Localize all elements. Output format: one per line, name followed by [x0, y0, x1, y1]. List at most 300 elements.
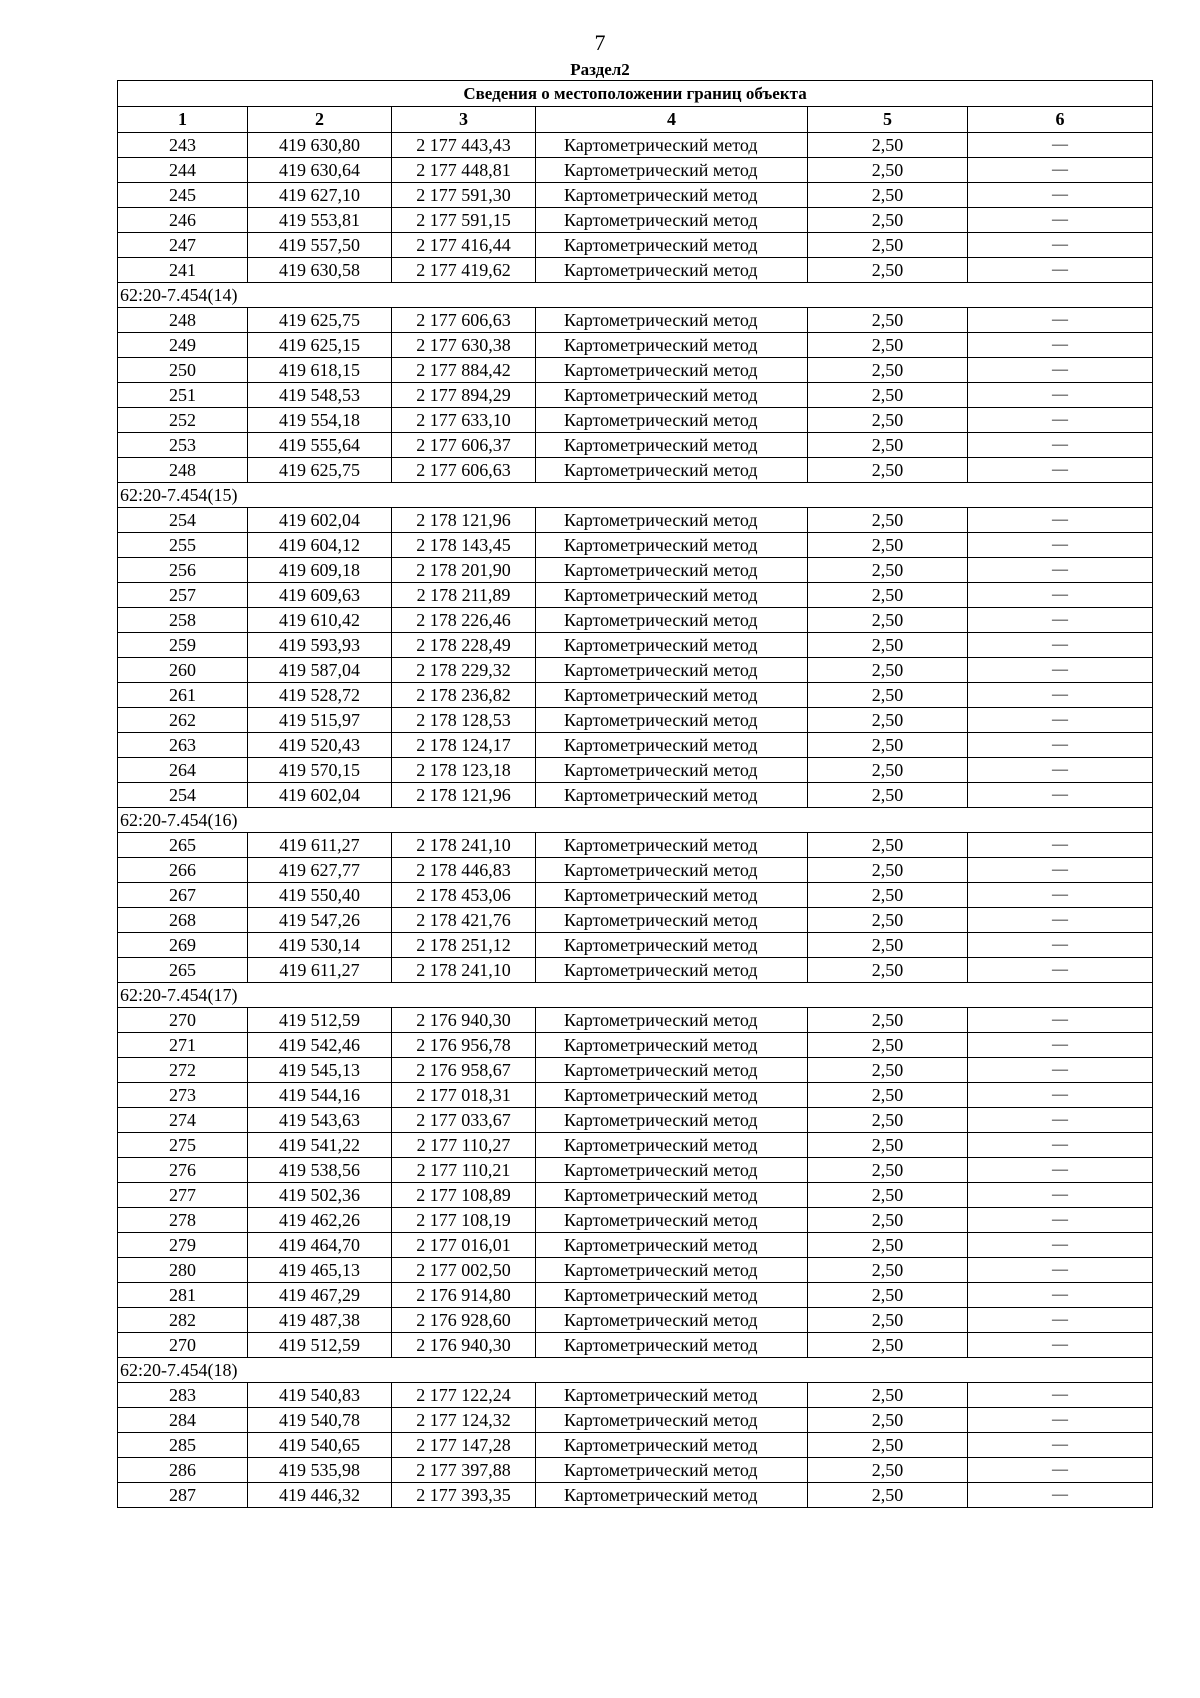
- point-number-cell: 274: [118, 1108, 248, 1133]
- accuracy-cell: 2,50: [808, 158, 968, 183]
- method-cell: Картометрический метод: [536, 883, 808, 908]
- x-coordinate-cell: 419 540,65: [248, 1433, 392, 1458]
- description-cell: —: [968, 458, 1153, 483]
- table-row: [118, 1183, 1153, 1208]
- x-coordinate-cell: 419 630,64: [248, 158, 392, 183]
- description-cell: —: [968, 308, 1153, 333]
- y-coordinate-cell: 2 176 914,80: [392, 1283, 536, 1308]
- x-coordinate-cell: 419 547,26: [248, 908, 392, 933]
- table-row: [118, 433, 1153, 458]
- accuracy-cell: 2,50: [808, 133, 968, 158]
- y-coordinate-cell: 2 177 591,30: [392, 183, 536, 208]
- contour-label: 62:20-7.454(14): [118, 283, 1153, 308]
- y-coordinate-cell: 2 176 928,60: [392, 1308, 536, 1333]
- description-cell: —: [968, 633, 1153, 658]
- y-coordinate-cell: 2 177 606,63: [392, 458, 536, 483]
- description-cell: —: [968, 408, 1153, 433]
- table-row: [118, 158, 1153, 183]
- point-number-cell: 259: [118, 633, 248, 658]
- table-row: [118, 1383, 1153, 1408]
- accuracy-cell: 2,50: [808, 333, 968, 358]
- accuracy-cell: 2,50: [808, 1033, 968, 1058]
- point-number-cell: 246: [118, 208, 248, 233]
- x-coordinate-cell: 419 557,50: [248, 233, 392, 258]
- y-coordinate-cell: 2 177 448,81: [392, 158, 536, 183]
- point-number-cell: 255: [118, 533, 248, 558]
- boundary-coordinates-table: [117, 80, 1153, 1508]
- column-header: 4: [536, 107, 808, 133]
- y-coordinate-cell: 2 177 147,28: [392, 1433, 536, 1458]
- x-coordinate-cell: 419 587,04: [248, 658, 392, 683]
- point-number-cell: 286: [118, 1458, 248, 1483]
- description-cell: —: [968, 783, 1153, 808]
- y-coordinate-cell: 2 178 241,10: [392, 958, 536, 983]
- y-coordinate-cell: 2 177 606,63: [392, 308, 536, 333]
- accuracy-cell: 2,50: [808, 758, 968, 783]
- description-cell: —: [968, 258, 1153, 283]
- x-coordinate-cell: 419 570,15: [248, 758, 392, 783]
- table-row: [118, 533, 1153, 558]
- y-coordinate-cell: 2 178 251,12: [392, 933, 536, 958]
- table-row: [118, 1433, 1153, 1458]
- accuracy-cell: 2,50: [808, 608, 968, 633]
- method-cell: Картометрический метод: [536, 608, 808, 633]
- accuracy-cell: 2,50: [808, 883, 968, 908]
- y-coordinate-cell: 2 177 419,62: [392, 258, 536, 283]
- table-row: [118, 783, 1153, 808]
- description-cell: —: [968, 1158, 1153, 1183]
- method-cell: Картометрический метод: [536, 1383, 808, 1408]
- table-row: [118, 1258, 1153, 1283]
- method-cell: Картометрический метод: [536, 458, 808, 483]
- x-coordinate-cell: 419 627,77: [248, 858, 392, 883]
- point-number-cell: 256: [118, 558, 248, 583]
- method-cell: Картометрический метод: [536, 1433, 808, 1458]
- point-number-cell: 280: [118, 1258, 248, 1283]
- point-number-cell: 243: [118, 133, 248, 158]
- table-row: [118, 183, 1153, 208]
- x-coordinate-cell: 419 609,18: [248, 558, 392, 583]
- y-coordinate-cell: 2 177 416,44: [392, 233, 536, 258]
- table-row: [118, 383, 1153, 408]
- table-row: [118, 658, 1153, 683]
- description-cell: —: [968, 1458, 1153, 1483]
- description-cell: —: [968, 1433, 1153, 1458]
- table-row: [118, 633, 1153, 658]
- y-coordinate-cell: 2 177 630,38: [392, 333, 536, 358]
- point-number-cell: 245: [118, 183, 248, 208]
- description-cell: —: [968, 1058, 1153, 1083]
- method-cell: Картометрический метод: [536, 508, 808, 533]
- point-number-cell: 260: [118, 658, 248, 683]
- table-row: [118, 233, 1153, 258]
- description-cell: —: [968, 133, 1153, 158]
- accuracy-cell: 2,50: [808, 1333, 968, 1358]
- table-row: [118, 133, 1153, 158]
- description-cell: —: [968, 1258, 1153, 1283]
- y-coordinate-cell: 2 178 143,45: [392, 533, 536, 558]
- description-cell: —: [968, 1283, 1153, 1308]
- y-coordinate-cell: 2 177 033,67: [392, 1108, 536, 1133]
- method-cell: Картометрический метод: [536, 758, 808, 783]
- contour-group-row: [118, 1358, 1153, 1383]
- description-cell: —: [968, 1408, 1153, 1433]
- method-cell: Картометрический метод: [536, 1158, 808, 1183]
- table-row: [118, 508, 1153, 533]
- method-cell: Картометрический метод: [536, 583, 808, 608]
- y-coordinate-cell: 2 177 018,31: [392, 1083, 536, 1108]
- y-coordinate-cell: 2 177 124,32: [392, 1408, 536, 1433]
- accuracy-cell: 2,50: [808, 508, 968, 533]
- description-cell: —: [968, 958, 1153, 983]
- column-header: 3: [392, 107, 536, 133]
- description-cell: —: [968, 1483, 1153, 1508]
- x-coordinate-cell: 419 465,13: [248, 1258, 392, 1283]
- description-cell: —: [968, 883, 1153, 908]
- contour-group-row: [118, 808, 1153, 833]
- x-coordinate-cell: 419 535,98: [248, 1458, 392, 1483]
- point-number-cell: 254: [118, 508, 248, 533]
- table-row: [118, 1083, 1153, 1108]
- point-number-cell: 268: [118, 908, 248, 933]
- accuracy-cell: 2,50: [808, 908, 968, 933]
- point-number-cell: 254: [118, 783, 248, 808]
- accuracy-cell: 2,50: [808, 683, 968, 708]
- y-coordinate-cell: 2 178 123,18: [392, 758, 536, 783]
- point-number-cell: 278: [118, 1208, 248, 1233]
- table-body: [118, 81, 1153, 1508]
- y-coordinate-cell: 2 177 591,15: [392, 208, 536, 233]
- point-number-cell: 261: [118, 683, 248, 708]
- x-coordinate-cell: 419 630,80: [248, 133, 392, 158]
- x-coordinate-cell: 419 528,72: [248, 683, 392, 708]
- x-coordinate-cell: 419 630,58: [248, 258, 392, 283]
- description-cell: —: [968, 1383, 1153, 1408]
- table-row: [118, 1233, 1153, 1258]
- description-cell: —: [968, 833, 1153, 858]
- point-number-cell: 250: [118, 358, 248, 383]
- y-coordinate-cell: 2 177 393,35: [392, 1483, 536, 1508]
- point-number-cell: 264: [118, 758, 248, 783]
- table-caption: Сведения о местоположении границ объекта: [118, 81, 1153, 107]
- accuracy-cell: 2,50: [808, 1258, 968, 1283]
- y-coordinate-cell: 2 178 121,96: [392, 783, 536, 808]
- method-cell: Картометрический метод: [536, 633, 808, 658]
- accuracy-cell: 2,50: [808, 558, 968, 583]
- table-row: [118, 708, 1153, 733]
- point-number-cell: 276: [118, 1158, 248, 1183]
- description-cell: —: [968, 1183, 1153, 1208]
- table-row: [118, 683, 1153, 708]
- method-cell: Картометрический метод: [536, 708, 808, 733]
- column-header: 1: [118, 107, 248, 133]
- method-cell: Картометрический метод: [536, 358, 808, 383]
- point-number-cell: 277: [118, 1183, 248, 1208]
- point-number-cell: 263: [118, 733, 248, 758]
- x-coordinate-cell: 419 545,13: [248, 1058, 392, 1083]
- point-number-cell: 267: [118, 883, 248, 908]
- column-header: 6: [968, 107, 1153, 133]
- description-cell: —: [968, 1083, 1153, 1108]
- accuracy-cell: 2,50: [808, 1383, 968, 1408]
- accuracy-cell: 2,50: [808, 458, 968, 483]
- x-coordinate-cell: 419 548,53: [248, 383, 392, 408]
- table-row: [118, 1058, 1153, 1083]
- method-cell: Картометрический метод: [536, 1308, 808, 1333]
- x-coordinate-cell: 419 611,27: [248, 958, 392, 983]
- x-coordinate-cell: 419 540,78: [248, 1408, 392, 1433]
- method-cell: Картометрический метод: [536, 833, 808, 858]
- description-cell: —: [968, 233, 1153, 258]
- table-row: [118, 208, 1153, 233]
- method-cell: Картометрический метод: [536, 733, 808, 758]
- contour-group-row: [118, 283, 1153, 308]
- y-coordinate-cell: 2 178 226,46: [392, 608, 536, 633]
- method-cell: Картометрический метод: [536, 1233, 808, 1258]
- point-number-cell: 266: [118, 858, 248, 883]
- y-coordinate-cell: 2 177 606,37: [392, 433, 536, 458]
- accuracy-cell: 2,50: [808, 383, 968, 408]
- x-coordinate-cell: 419 609,63: [248, 583, 392, 608]
- y-coordinate-cell: 2 176 940,30: [392, 1008, 536, 1033]
- x-coordinate-cell: 419 512,59: [248, 1333, 392, 1358]
- method-cell: Картометрический метод: [536, 433, 808, 458]
- accuracy-cell: 2,50: [808, 1233, 968, 1258]
- table-row: [118, 758, 1153, 783]
- point-number-cell: 249: [118, 333, 248, 358]
- accuracy-cell: 2,50: [808, 1283, 968, 1308]
- accuracy-cell: 2,50: [808, 933, 968, 958]
- method-cell: Картометрический метод: [536, 958, 808, 983]
- point-number-cell: 269: [118, 933, 248, 958]
- table-row: [118, 1308, 1153, 1333]
- y-coordinate-cell: 2 177 894,29: [392, 383, 536, 408]
- x-coordinate-cell: 419 610,42: [248, 608, 392, 633]
- x-coordinate-cell: 419 555,64: [248, 433, 392, 458]
- method-cell: Картометрический метод: [536, 183, 808, 208]
- table-row: [118, 258, 1153, 283]
- method-cell: Картометрический метод: [536, 333, 808, 358]
- table-caption-row: [118, 81, 1153, 107]
- point-number-cell: 265: [118, 833, 248, 858]
- description-cell: —: [968, 1133, 1153, 1158]
- x-coordinate-cell: 419 625,75: [248, 458, 392, 483]
- method-cell: Картометрический метод: [536, 133, 808, 158]
- description-cell: —: [968, 208, 1153, 233]
- point-number-cell: 262: [118, 708, 248, 733]
- point-number-cell: 282: [118, 1308, 248, 1333]
- description-cell: —: [968, 1208, 1153, 1233]
- x-coordinate-cell: 419 462,26: [248, 1208, 392, 1233]
- point-number-cell: 244: [118, 158, 248, 183]
- accuracy-cell: 2,50: [808, 1183, 968, 1208]
- point-number-cell: 270: [118, 1008, 248, 1033]
- accuracy-cell: 2,50: [808, 633, 968, 658]
- point-number-cell: 241: [118, 258, 248, 283]
- y-coordinate-cell: 2 177 016,01: [392, 1233, 536, 1258]
- y-coordinate-cell: 2 178 241,10: [392, 833, 536, 858]
- y-coordinate-cell: 2 176 956,78: [392, 1033, 536, 1058]
- x-coordinate-cell: 419 554,18: [248, 408, 392, 433]
- method-cell: Картометрический метод: [536, 558, 808, 583]
- description-cell: —: [968, 1033, 1153, 1058]
- x-coordinate-cell: 419 625,15: [248, 333, 392, 358]
- table-row: [118, 1108, 1153, 1133]
- y-coordinate-cell: 2 177 397,88: [392, 1458, 536, 1483]
- table-row: [118, 958, 1153, 983]
- x-coordinate-cell: 419 602,04: [248, 783, 392, 808]
- method-cell: Картометрический метод: [536, 1208, 808, 1233]
- x-coordinate-cell: 419 625,75: [248, 308, 392, 333]
- section-title: Раздел2: [570, 60, 630, 79]
- contour-label: 62:20-7.454(17): [118, 983, 1153, 1008]
- x-coordinate-cell: 419 540,83: [248, 1383, 392, 1408]
- x-coordinate-cell: 419 467,29: [248, 1283, 392, 1308]
- accuracy-cell: 2,50: [808, 1458, 968, 1483]
- method-cell: Картометрический метод: [536, 383, 808, 408]
- y-coordinate-cell: 2 177 122,24: [392, 1383, 536, 1408]
- y-coordinate-cell: 2 178 201,90: [392, 558, 536, 583]
- x-coordinate-cell: 419 542,46: [248, 1033, 392, 1058]
- y-coordinate-cell: 2 177 884,42: [392, 358, 536, 383]
- table-row: [118, 358, 1153, 383]
- y-coordinate-cell: 2 177 110,27: [392, 1133, 536, 1158]
- description-cell: —: [968, 333, 1153, 358]
- accuracy-cell: 2,50: [808, 733, 968, 758]
- accuracy-cell: 2,50: [808, 658, 968, 683]
- x-coordinate-cell: 419 446,32: [248, 1483, 392, 1508]
- table-row: [118, 333, 1153, 358]
- column-header: 5: [808, 107, 968, 133]
- point-number-cell: 279: [118, 1233, 248, 1258]
- table-row: [118, 1033, 1153, 1058]
- method-cell: Картометрический метод: [536, 783, 808, 808]
- x-coordinate-cell: 419 464,70: [248, 1233, 392, 1258]
- method-cell: Картометрический метод: [536, 408, 808, 433]
- accuracy-cell: 2,50: [808, 1108, 968, 1133]
- point-number-cell: 271: [118, 1033, 248, 1058]
- x-coordinate-cell: 419 538,56: [248, 1158, 392, 1183]
- method-cell: Картометрический метод: [536, 683, 808, 708]
- description-cell: —: [968, 1308, 1153, 1333]
- contour-label: 62:20-7.454(16): [118, 808, 1153, 833]
- point-number-cell: 284: [118, 1408, 248, 1433]
- y-coordinate-cell: 2 177 633,10: [392, 408, 536, 433]
- x-coordinate-cell: 419 593,93: [248, 633, 392, 658]
- description-cell: —: [968, 608, 1153, 633]
- point-number-cell: 283: [118, 1383, 248, 1408]
- y-coordinate-cell: 2 178 446,83: [392, 858, 536, 883]
- method-cell: Картометрический метод: [536, 1408, 808, 1433]
- description-cell: —: [968, 708, 1153, 733]
- y-coordinate-cell: 2 178 421,76: [392, 908, 536, 933]
- description-cell: —: [968, 733, 1153, 758]
- description-cell: —: [968, 683, 1153, 708]
- x-coordinate-cell: 419 502,36: [248, 1183, 392, 1208]
- contour-group-row: [118, 483, 1153, 508]
- y-coordinate-cell: 2 177 110,21: [392, 1158, 536, 1183]
- table-row: [118, 1283, 1153, 1308]
- description-cell: —: [968, 1108, 1153, 1133]
- table-header-row: [118, 107, 1153, 133]
- point-number-cell: 287: [118, 1483, 248, 1508]
- accuracy-cell: 2,50: [808, 783, 968, 808]
- y-coordinate-cell: 2 178 121,96: [392, 508, 536, 533]
- y-coordinate-cell: 2 176 940,30: [392, 1333, 536, 1358]
- point-number-cell: 251: [118, 383, 248, 408]
- accuracy-cell: 2,50: [808, 833, 968, 858]
- y-coordinate-cell: 2 178 124,17: [392, 733, 536, 758]
- point-number-cell: 253: [118, 433, 248, 458]
- x-coordinate-cell: 419 530,14: [248, 933, 392, 958]
- method-cell: Картометрический метод: [536, 1283, 808, 1308]
- y-coordinate-cell: 2 177 443,43: [392, 133, 536, 158]
- point-number-cell: 248: [118, 308, 248, 333]
- accuracy-cell: 2,50: [808, 183, 968, 208]
- table-row: [118, 558, 1153, 583]
- y-coordinate-cell: 2 177 108,89: [392, 1183, 536, 1208]
- table-row: [118, 1333, 1153, 1358]
- description-cell: —: [968, 583, 1153, 608]
- y-coordinate-cell: 2 178 229,32: [392, 658, 536, 683]
- y-coordinate-cell: 2 176 958,67: [392, 1058, 536, 1083]
- accuracy-cell: 2,50: [808, 308, 968, 333]
- description-cell: —: [968, 658, 1153, 683]
- method-cell: Картометрический метод: [536, 658, 808, 683]
- point-number-cell: 272: [118, 1058, 248, 1083]
- table-row: [118, 458, 1153, 483]
- description-cell: —: [968, 1333, 1153, 1358]
- description-cell: —: [968, 533, 1153, 558]
- x-coordinate-cell: 419 618,15: [248, 358, 392, 383]
- accuracy-cell: 2,50: [808, 858, 968, 883]
- description-cell: —: [968, 758, 1153, 783]
- accuracy-cell: 2,50: [808, 1008, 968, 1033]
- y-coordinate-cell: 2 178 211,89: [392, 583, 536, 608]
- x-coordinate-cell: 419 550,40: [248, 883, 392, 908]
- point-number-cell: 275: [118, 1133, 248, 1158]
- table-row: [118, 408, 1153, 433]
- x-coordinate-cell: 419 544,16: [248, 1083, 392, 1108]
- method-cell: Картометрический метод: [536, 1133, 808, 1158]
- x-coordinate-cell: 419 515,97: [248, 708, 392, 733]
- point-number-cell: 265: [118, 958, 248, 983]
- method-cell: Картометрический метод: [536, 1483, 808, 1508]
- accuracy-cell: 2,50: [808, 208, 968, 233]
- y-coordinate-cell: 2 178 228,49: [392, 633, 536, 658]
- accuracy-cell: 2,50: [808, 1408, 968, 1433]
- table-row: [118, 583, 1153, 608]
- method-cell: Картометрический метод: [536, 1333, 808, 1358]
- accuracy-cell: 2,50: [808, 258, 968, 283]
- accuracy-cell: 2,50: [808, 1058, 968, 1083]
- table-row: [118, 1458, 1153, 1483]
- x-coordinate-cell: 419 512,59: [248, 1008, 392, 1033]
- accuracy-cell: 2,50: [808, 1083, 968, 1108]
- method-cell: Картометрический метод: [536, 1033, 808, 1058]
- x-coordinate-cell: 419 627,10: [248, 183, 392, 208]
- description-cell: —: [968, 908, 1153, 933]
- accuracy-cell: 2,50: [808, 1308, 968, 1333]
- point-number-cell: 248: [118, 458, 248, 483]
- x-coordinate-cell: 419 543,63: [248, 1108, 392, 1133]
- method-cell: Картометрический метод: [536, 1058, 808, 1083]
- y-coordinate-cell: 2 178 236,82: [392, 683, 536, 708]
- point-number-cell: 247: [118, 233, 248, 258]
- table-row: [118, 1408, 1153, 1433]
- accuracy-cell: 2,50: [808, 583, 968, 608]
- accuracy-cell: 2,50: [808, 433, 968, 458]
